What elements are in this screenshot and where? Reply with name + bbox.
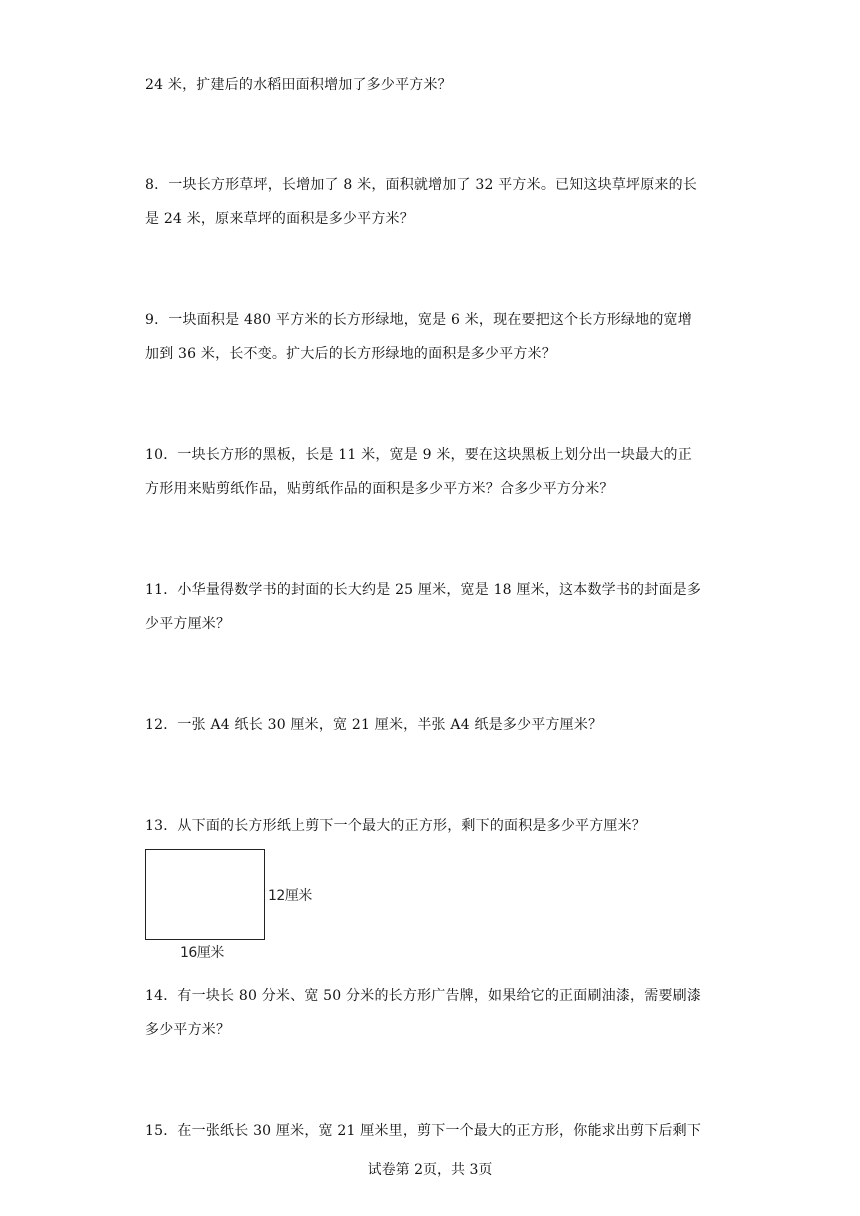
page-footer: 试卷第 2页，共 3页 <box>367 1162 493 1178</box>
question-10-line-1: 10．一块长方形的黑板，长是 11 米，宽是 9 米，要在这块黑板上划分出一块最大的正 <box>145 447 692 463</box>
question-14-line-1: 14．有一块长 80 分米、宽 50 分米的长方形广告牌，如果给它的正面刷油漆，需要刷漆 <box>145 988 702 1004</box>
question-13-line-1: 13．从下面的长方形纸上剪下一个最大的正方形，剩下的面积是多少平方厘米？ <box>145 818 647 834</box>
question-8-line-1: 8．一块长方形草坪，长增加了 8 米，面积就增加了 32 平方米。已知这块草坪原来的长 <box>145 177 698 193</box>
rectangle-height-label: 12厘米 <box>268 888 312 904</box>
question-9-line-1: 9．一块面积是 480 平方米的长方形绿地，宽是 6 米，现在要把这个长方形绿地的宽增 <box>145 312 692 328</box>
question-11-line-2: 少平方厘米？ <box>145 616 231 632</box>
question-10-line-2: 方形用来贴剪纸作品，贴剪纸作品的面积是多少平方米？合多少平方分米？ <box>145 481 614 497</box>
question-15-line-1: 15．在一张纸长 30 厘米，宽 21 厘米里，剪下一个最大的正方形，你能求出剪下后剩下 <box>145 1123 702 1139</box>
question-11-line-1: 11．小华量得数学书的封面的长大约是 25 厘米，宽是 18 厘米，这本数学书的封面是多 <box>145 582 702 598</box>
question-14-line-2: 多少平方米？ <box>145 1022 231 1038</box>
question-7-line-1: 24 米，扩建后的水稻田面积增加了多少平方米？ <box>145 77 452 93</box>
rectangle-width-label: 16厘米 <box>180 945 224 961</box>
question-12-line-1: 12．一张 A4 纸长 30 厘米，宽 21 厘米，半张 A4 纸是多少平方厘米？ <box>145 717 603 733</box>
rectangle-shape <box>145 849 265 940</box>
question-8-line-2: 是 24 米，原来草坪的面积是多少平方米？ <box>145 211 414 227</box>
question-9-line-2: 加到 36 米，长不变。扩大后的长方形绿地的面积是多少平方米？ <box>145 346 556 362</box>
